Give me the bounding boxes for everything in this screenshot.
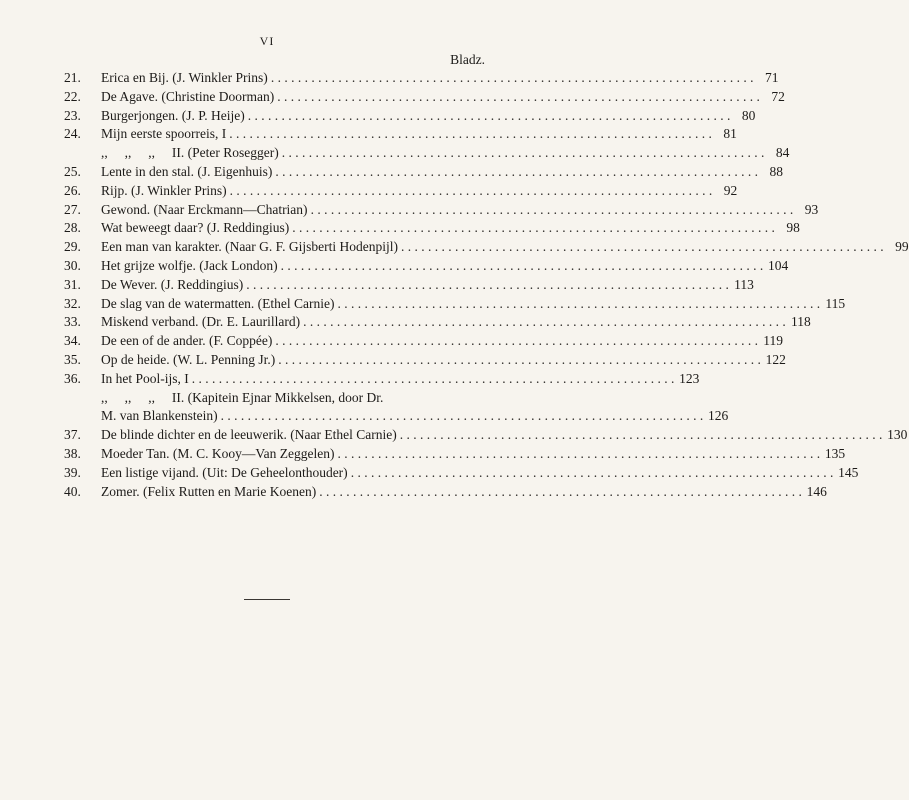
entry-page: 115 [825,295,846,311]
entry-title: Rijp. (J. Winkler Prins) [101,182,227,198]
toc-entry [64,445,846,464]
entry-page: 113 [734,276,754,292]
entry-number: 40. [64,483,81,499]
entry-number: 33. [64,314,81,330]
entry-title: In het Pool-ijs, I [101,370,189,386]
entry-number: 25. [64,163,81,179]
leader-dots [246,276,729,295]
decorative-rule [244,599,290,600]
entry-title: Het grijze wolfje. (Jack London) [101,257,278,273]
entry-title: Miskend verband. (Dr. E. Laurillard) [101,314,301,330]
entry-title: Zomer. (Felix Rutten en Marie Koenen) [101,483,317,499]
entry-page: 80 [741,107,756,123]
leader-dots [221,407,704,426]
entry-page: 84 [775,145,790,161]
leader-dots [229,125,712,144]
toc-entry [64,144,790,163]
entry-title: Burgerjongen. (J. P. Heije) [101,107,245,123]
entry-page: 122 [765,351,786,367]
toc-entry [64,332,783,351]
leader-dots [275,163,758,182]
leader-dots [271,69,754,88]
toc-entry [64,238,909,257]
leader-dots [282,144,765,163]
entry-page: 98 [786,220,800,236]
entry-title: Lente in den stal. (J. Eigenhuis) [101,163,273,179]
leader-dots [248,107,731,126]
toc-entry [64,276,754,295]
toc-entry [64,426,908,445]
leader-dots [281,257,764,276]
entry-title: Op de heide. (W. L. Penning Jr.) [101,351,276,367]
toc-entry [64,351,786,370]
entry-number: 31. [64,276,81,292]
entry-number: 37. [64,427,81,443]
entry-page: 72 [771,88,785,104]
entry-page: 130 [887,427,908,443]
entry-title: Erica en Bij. (J. Winkler Prins) [101,70,268,85]
toc-entry [64,257,789,276]
page-column-label: Bladz. [450,52,485,67]
toc-entry [64,389,486,408]
toc-entry [64,163,783,182]
entry-number: 22. [64,88,81,104]
leader-dots [278,351,761,370]
leader-dots [277,88,760,107]
entry-page: 146 [806,483,827,499]
entry-title: De slag van de watermatten. (Ethel Carnie) [101,295,335,311]
entry-page: 93 [804,201,819,217]
leader-dots [292,219,775,238]
toc-entry [64,483,827,502]
toc-entry [64,219,800,238]
entry-number: 29. [64,239,81,255]
entry-number: 28. [64,220,81,236]
leader-dots [192,370,675,389]
leader-dots [311,201,794,220]
page-number: VI [259,34,275,48]
toc-entry-continuation [64,407,729,426]
entry-title: De een of de ander. (F. Coppée) [101,333,273,349]
leader-dots [401,238,884,257]
entry-title: De blinde dichter en de leeuwerik. (Naar Ethel Carnie) [101,427,397,443]
leader-dots [303,313,786,332]
entry-number: 23. [64,107,81,123]
entry-number: 27. [64,201,81,217]
entry-page: 118 [790,314,811,330]
toc-entry [64,201,819,220]
toc-entry [64,125,737,144]
entry-title: De Wever. (J. Reddingius) [101,276,244,292]
entry-page: 92 [723,182,738,198]
leader-dots [338,295,821,314]
toc-entry [64,295,846,314]
entry-number: 26. [64,182,81,198]
entry-page: 119 [763,333,783,349]
entry-number: 35. [64,351,81,367]
entry-title-continuation: M. van Blankenstein) [101,408,218,424]
entry-number: 36. [64,370,81,386]
toc-entry [64,464,859,483]
entry-page: 123 [679,370,700,386]
entry-number: 38. [64,445,81,461]
entry-number: 24. [64,126,81,142]
entry-title: Moeder Tan. (M. C. Kooy—Van Zeggelen) [101,445,335,461]
toc-entry [64,88,785,107]
entry-title: Een man van karakter. (Naar G. F. Gijsberti Hodenpijl) [101,239,398,255]
entry-page: 81 [723,126,737,142]
toc-entry [64,313,811,332]
entry-page: 104 [767,257,789,273]
leader-dots [230,182,713,201]
entry-number: 39. [64,464,81,480]
leader-dots [400,426,883,445]
entry-title: Wat beweegt daar? (J. Reddingius) [101,220,290,236]
entry-number: 21. [64,70,81,85]
entry-title: Mijn eerste spoorreis, I [101,126,227,142]
entry-page: 135 [824,445,846,461]
entry-number: 34. [64,333,81,349]
entry-number: 32. [64,295,81,311]
entry-title: De Agave. (Christine Doorman) [101,88,275,104]
table-of-contents [64,69,909,501]
entry-title: ,, ,, ,, II. (Kapitein Ejnar Mikkelsen, door Dr. [101,389,384,405]
entry-title: Een listige vijand. (Uit: De Geheelonthouder) [101,464,348,480]
toc-entry [64,107,756,126]
toc-entry [64,370,700,389]
toc-entry [64,182,738,201]
entry-page: 145 [838,464,859,480]
entry-page: 71 [764,70,779,85]
leader-dots [338,445,821,464]
entry-page: 126 [707,408,729,424]
leader-dots [319,483,802,502]
entry-number: 30. [64,257,81,273]
toc-entry [64,69,779,88]
entry-page: 88 [769,163,783,179]
entry-title: ,, ,, ,, II. (Peter Rosegger) [101,145,279,161]
entry-page: 99 [895,239,909,255]
entry-title: Gewond. (Naar Erckmann—Chatrian) [101,201,308,217]
leader-dots [275,332,758,351]
leader-dots [351,464,834,483]
